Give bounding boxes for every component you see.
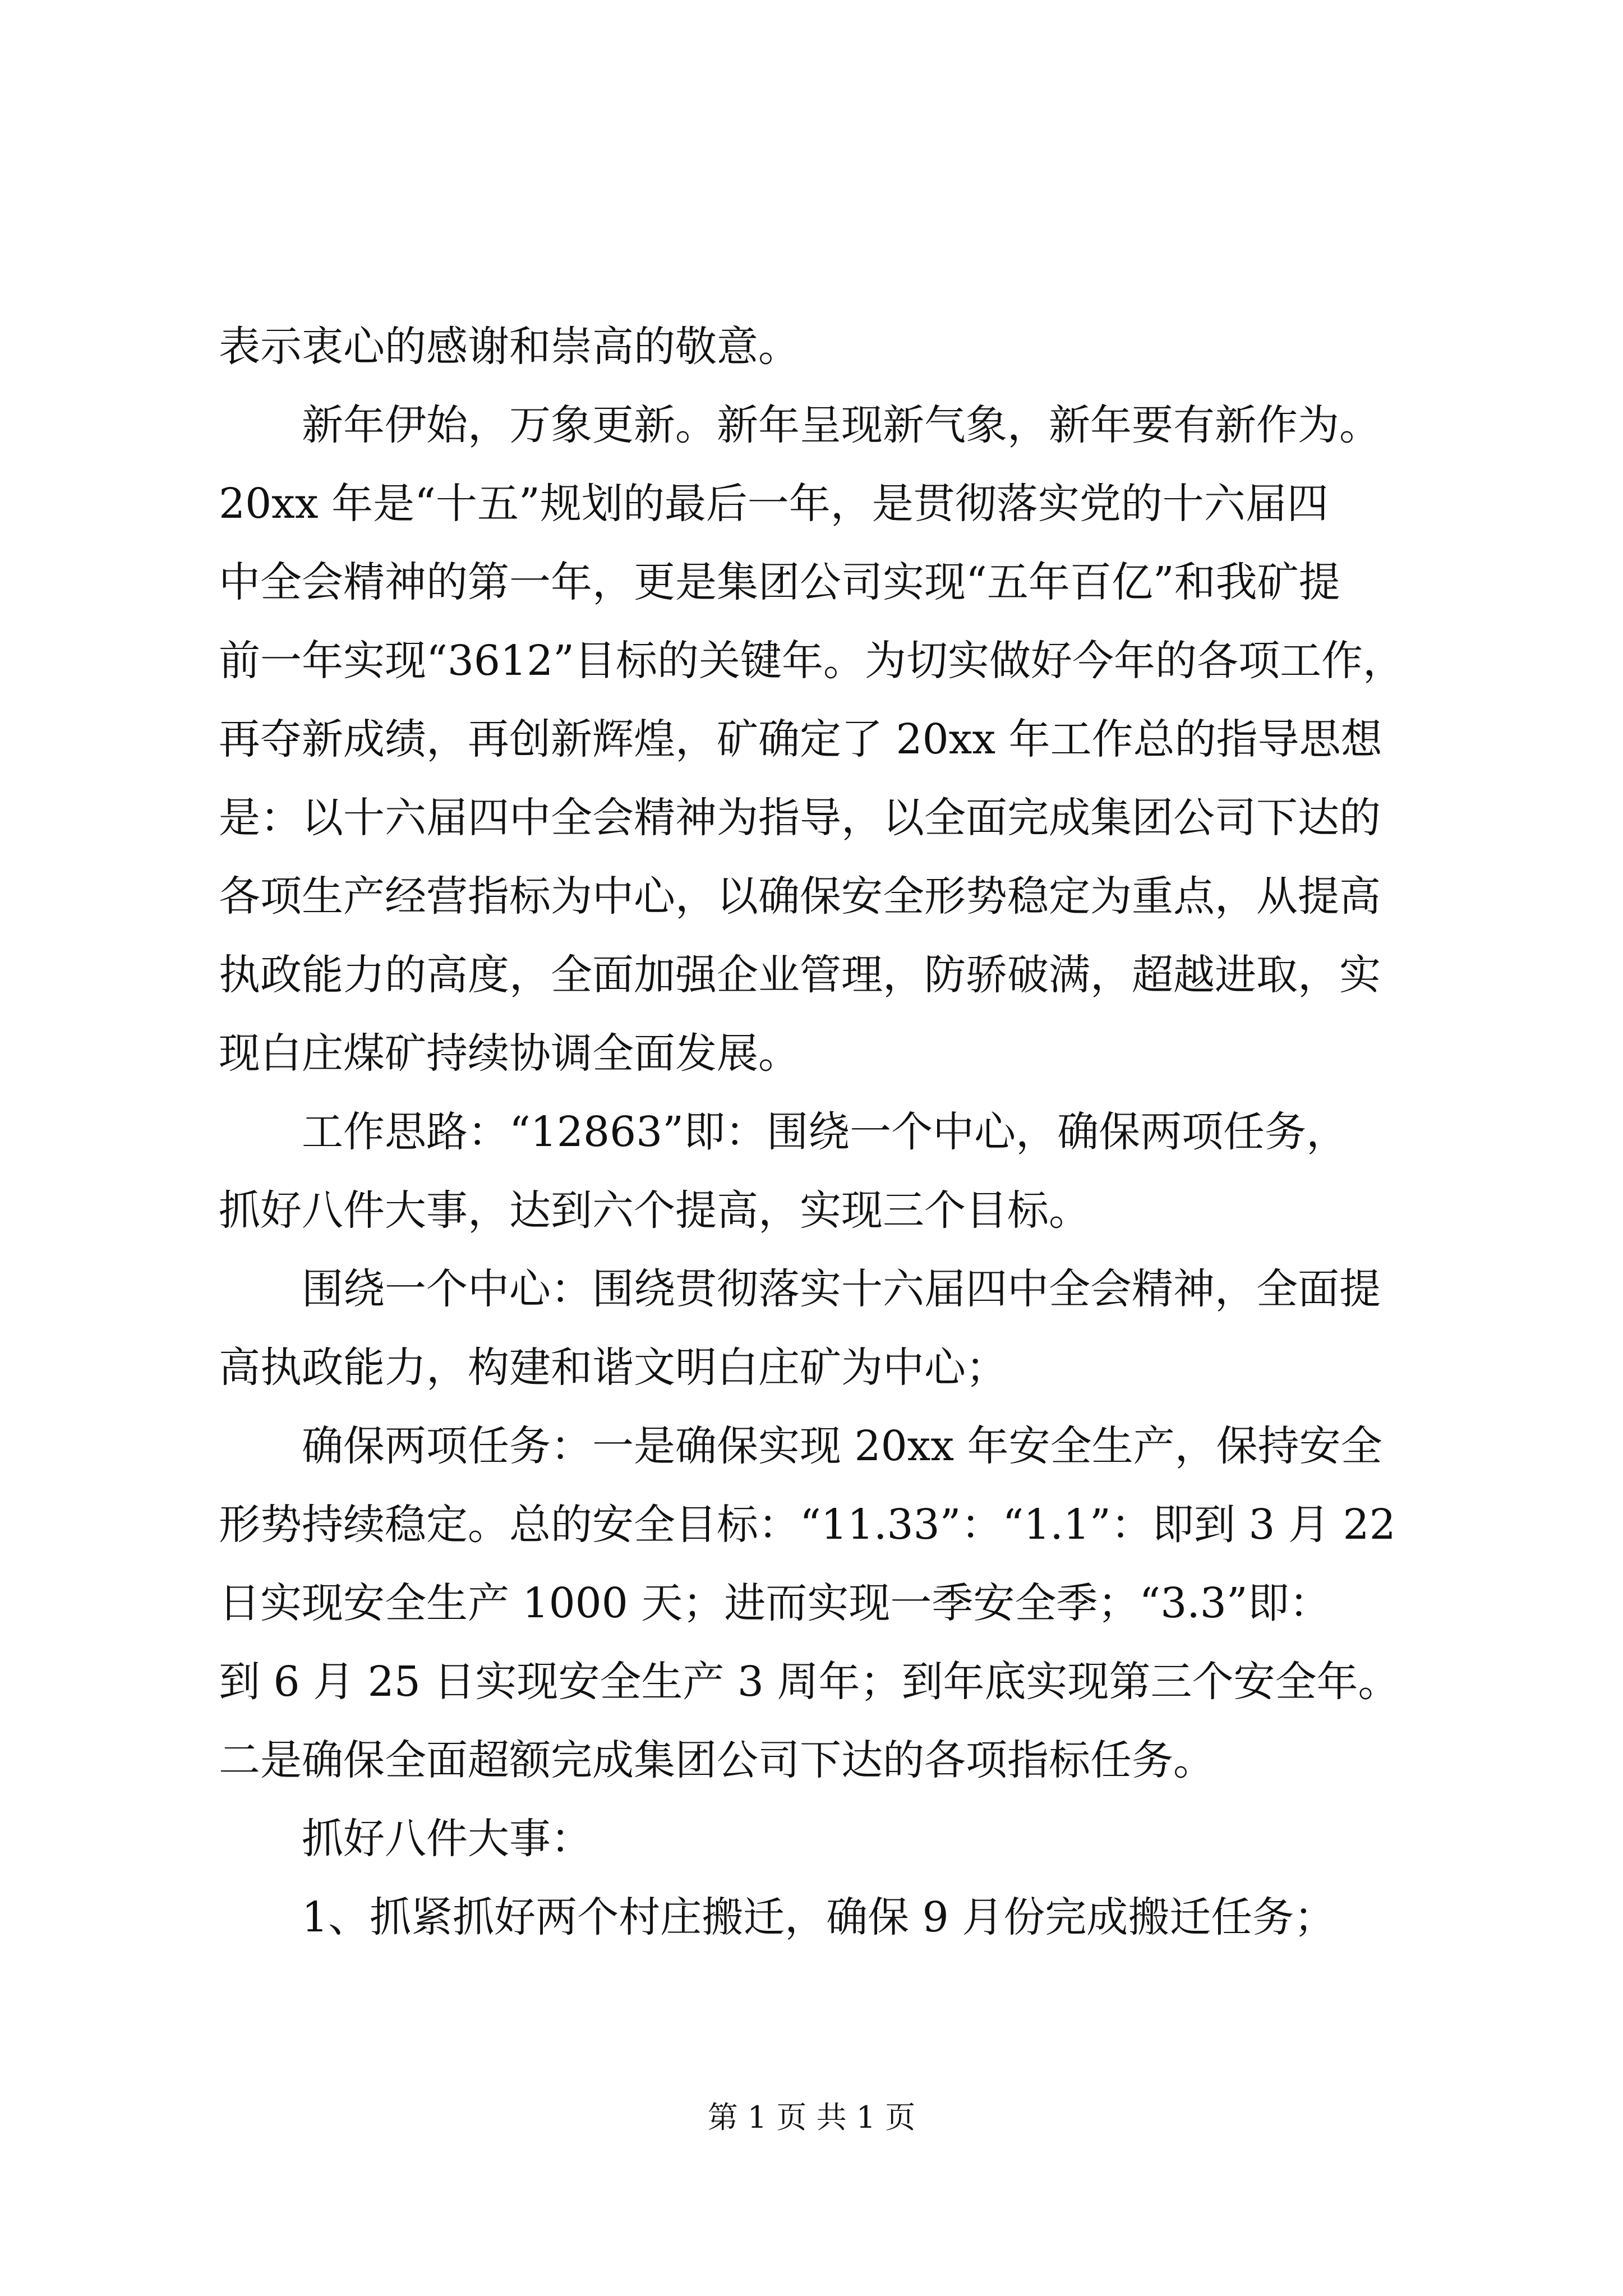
text-line: 前一年实现“3612”目标的关键年。为切实做好今年的各项工作， [219, 637, 1404, 685]
text-line: 各项生产经营指标为中心，以确保安全形势稳定为重点，从提高 [219, 872, 1381, 921]
text-line: 高执政能力，构建和谐文明白庄矿为中心； [219, 1343, 1007, 1392]
text-line: 抓好八件大事，达到六个提高，实现三个目标。 [219, 1186, 1090, 1235]
text-line: 确保两项任务：一是确保实现 20xx 年安全生产，保持安全 [302, 1422, 1382, 1470]
text-line: 再夺新成绩，再创新辉煌，矿确定了 20xx 年工作总的指导思想 [219, 715, 1382, 763]
text-line: 新年伊始，万象更新。新年呈现新气象，新年要有新作为。 [302, 401, 1381, 449]
text-line: 二是确保全面超额完成集团公司下达的各项指标任务。 [219, 1736, 1215, 1784]
page-footer [0, 2098, 1623, 2137]
text-line: 工作思路：“12863”即：围绕一个中心，确保两项任务， [302, 1108, 1348, 1156]
text-line: 表示衷心的感谢和崇高的敬意。 [219, 323, 800, 371]
text-line: 执政能力的高度，全面加强企业管理，防骄破满，超越进取，实 [219, 951, 1381, 999]
text-line: 20xx 年是“十五”规划的最后一年，是贯彻落实党的十六届四 [219, 480, 1329, 528]
text-line: 到 6 月 25 日实现安全生产 3 周年；到年底实现第三个安全年。 [219, 1658, 1400, 1706]
text-line: 日实现安全生产 1000 天；进而实现一季安全季；“3.3”即： [219, 1579, 1331, 1627]
text-line: 围绕一个中心：围绕贯彻落实十六届四中全会精神，全面提 [302, 1265, 1381, 1313]
text-line: 中全会精神的第一年，更是集团公司实现“五年百亿”和我矿提 [219, 558, 1340, 606]
text-line: 是：以十六届四中全会精神为指导，以全面完成集团公司下达的 [219, 794, 1381, 842]
document-body [219, 307, 1413, 1957]
page-number: 第 1 页 共 1 页 [707, 2100, 916, 2135]
text-line: 现白庄煤矿持续协调全面发展。 [219, 1029, 800, 1078]
text-line: 形势持续稳定。总的安全目标：“11.33”：“1.1”：即到 3 月 22 [219, 1501, 1396, 1549]
text-line: 1、抓紧抓好两个村庄搬迁，确保 9 月份完成搬迁任务； [302, 1893, 1336, 1941]
text-line: 抓好八件大事： [302, 1815, 592, 1863]
